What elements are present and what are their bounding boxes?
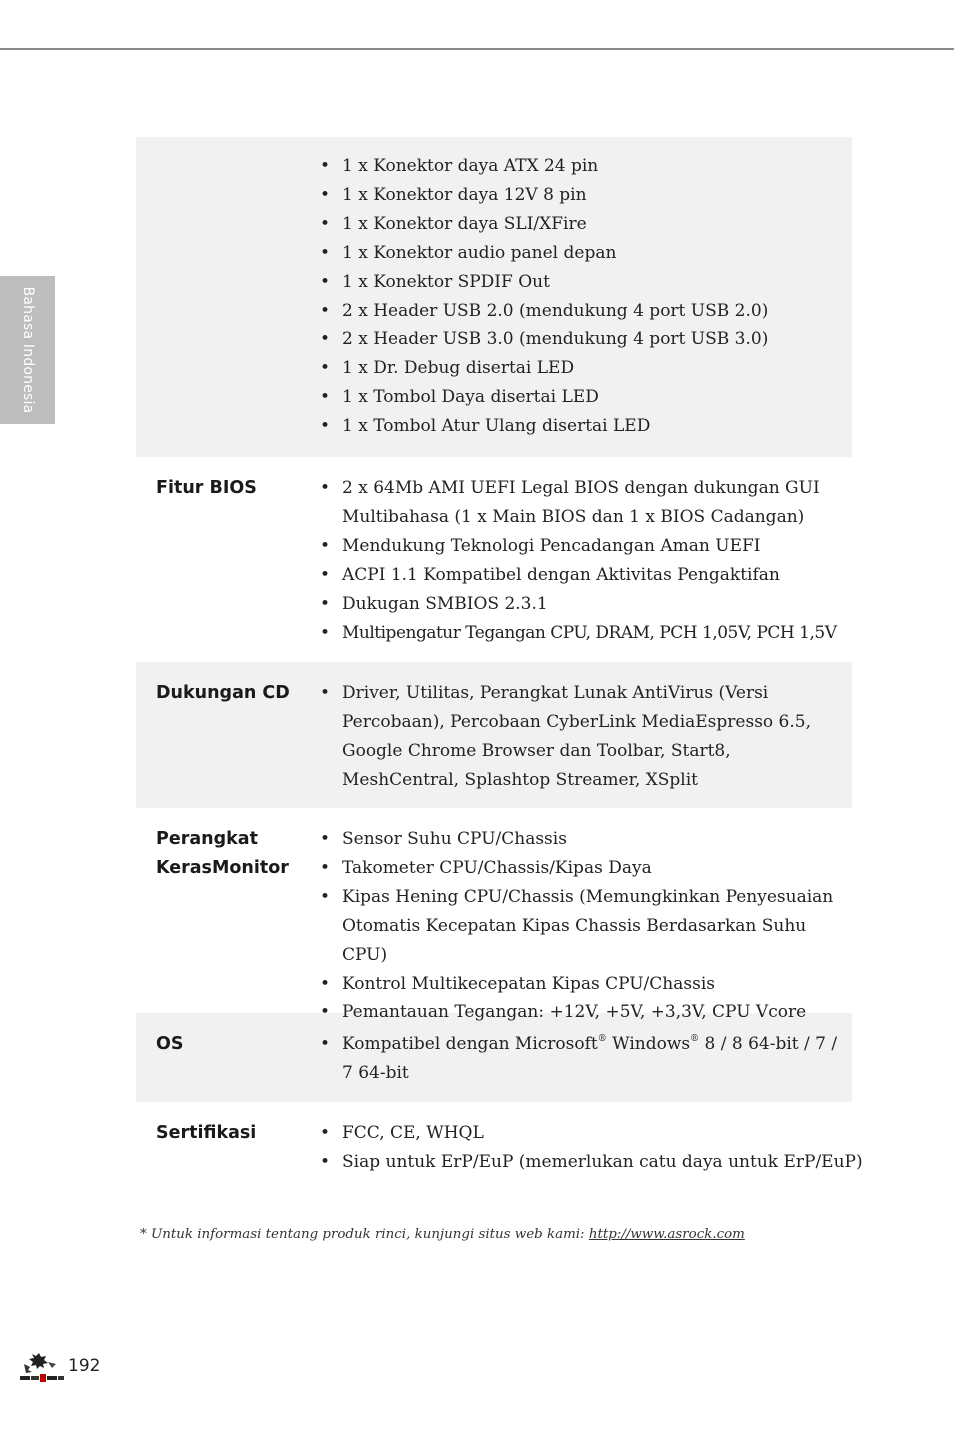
list-item: • 2 x 64Mb AMI UEFI Legal BIOS dengan dukungan GUI Multibahasa (1 x Main BIOS dan 1 x BIOS Cadangan) bbox=[320, 474, 842, 532]
spec-list bbox=[300, 1030, 852, 1102]
spec-list bbox=[300, 679, 852, 808]
registered-mark: ® bbox=[690, 1034, 700, 1044]
list-item: • Mendukung Teknologi Pencadangan Aman UEFI bbox=[320, 532, 842, 561]
list-item: • FCC, CE, WHQL bbox=[320, 1119, 842, 1148]
list-item: • Kipas Hening CPU/Chassis (Memungkinkan Penyesuaian Otomatis Kecepatan Kipas Chassis Berdasarkan Suhu CPU) bbox=[320, 883, 842, 970]
spec-label: Dukungan CD bbox=[156, 683, 290, 703]
list-item: • 1 x Konektor audio panel depan bbox=[320, 239, 842, 268]
list-item: • Takometer CPU/Chassis/Kipas Daya bbox=[320, 854, 842, 883]
side-tab-label: Bahasa Indonesia bbox=[19, 286, 36, 414]
os-text: Kompatibel dengan Microsoft bbox=[342, 1034, 598, 1054]
spec-row-certification bbox=[136, 1102, 863, 1192]
list-item: • Dukugan SMBIOS 2.3.1 bbox=[320, 590, 842, 619]
spec-list bbox=[300, 1119, 863, 1192]
spec-label-line: Perangkat bbox=[156, 829, 258, 849]
registered-mark: ® bbox=[597, 1034, 607, 1044]
list-item: • Pemantauan Tegangan: +12V, +5V, +3,3V, CPU Vcore bbox=[320, 998, 842, 1027]
spec-label bbox=[136, 825, 300, 1013]
spec-row-bios bbox=[136, 457, 852, 662]
list-item: • 1 x Konektor daya 12V 8 pin bbox=[320, 181, 842, 210]
spec-list bbox=[300, 152, 852, 457]
list-item: • 1 x Tombol Atur Ulang disertai LED bbox=[320, 412, 842, 441]
spec-label: Sertifikasi bbox=[156, 1123, 257, 1143]
spec-row-connectors bbox=[136, 137, 852, 457]
list-item: • 1 x Dr. Debug disertai LED bbox=[320, 354, 842, 383]
language-side-tab bbox=[0, 276, 55, 424]
spec-table bbox=[136, 137, 863, 1192]
list-item: • 1 x Tombol Daya disertai LED bbox=[320, 383, 842, 412]
list-item: • 1 x Konektor daya ATX 24 pin bbox=[320, 152, 842, 181]
spec-label: OS bbox=[156, 1034, 184, 1054]
list-item: • Kontrol Multikecepatan Kipas CPU/Chassis bbox=[320, 970, 842, 999]
list-item bbox=[320, 1030, 842, 1088]
spec-list bbox=[300, 474, 852, 662]
top-rule bbox=[0, 48, 954, 50]
list-item: • ACPI 1.1 Kompatibel dengan Aktivitas Pengaktifan bbox=[320, 561, 842, 590]
list-item: • Siap untuk ErP/EuP (memerlukan catu daya untuk ErP/EuP) bbox=[320, 1148, 842, 1177]
spec-label: Fitur BIOS bbox=[156, 478, 257, 498]
list-item: • 2 x Header USB 2.0 (mendukung 4 port USB 2.0) bbox=[320, 297, 842, 326]
os-text: Windows bbox=[606, 1034, 691, 1054]
os-text: 8 / 8 64-bit / 7 / 7 64-bit bbox=[342, 1034, 838, 1083]
spec-row-hardware-monitor bbox=[136, 808, 852, 1023]
list-item: • Multipengatur Tegangan CPU, DRAM, PCH 1,05V, PCH 1,5V bbox=[320, 619, 842, 648]
list-item: • 1 x Konektor daya SLI/XFire bbox=[320, 210, 842, 239]
list-item: • Sensor Suhu CPU/Chassis bbox=[320, 825, 842, 854]
footnote bbox=[140, 1227, 745, 1242]
spec-label bbox=[136, 152, 300, 457]
page-number: 192 bbox=[68, 1356, 101, 1376]
spec-list bbox=[300, 825, 852, 1023]
website-link[interactable]: http://www.asrock.com bbox=[588, 1227, 745, 1242]
footnote-text: * Untuk informasi tentang produk rinci, kunjungi situs web kami: bbox=[140, 1227, 589, 1242]
asrock-logo-icon bbox=[18, 1350, 66, 1386]
spec-label-line: KerasMonitor bbox=[156, 858, 289, 878]
list-item: • Driver, Utilitas, Perangkat Lunak AntiVirus (Versi Percobaan), Percobaan CyberLink MediaEspresso 6.5, Google Chrome Browser dan Toolbar, Start8, MeshCentral, Splashtop Streamer, XSplit bbox=[320, 679, 842, 795]
list-item: • 2 x Header USB 3.0 (mendukung 4 port USB 3.0) bbox=[320, 325, 842, 354]
list-item: • 1 x Konektor SPDIF Out bbox=[320, 268, 842, 297]
spec-row-cd bbox=[136, 662, 852, 808]
